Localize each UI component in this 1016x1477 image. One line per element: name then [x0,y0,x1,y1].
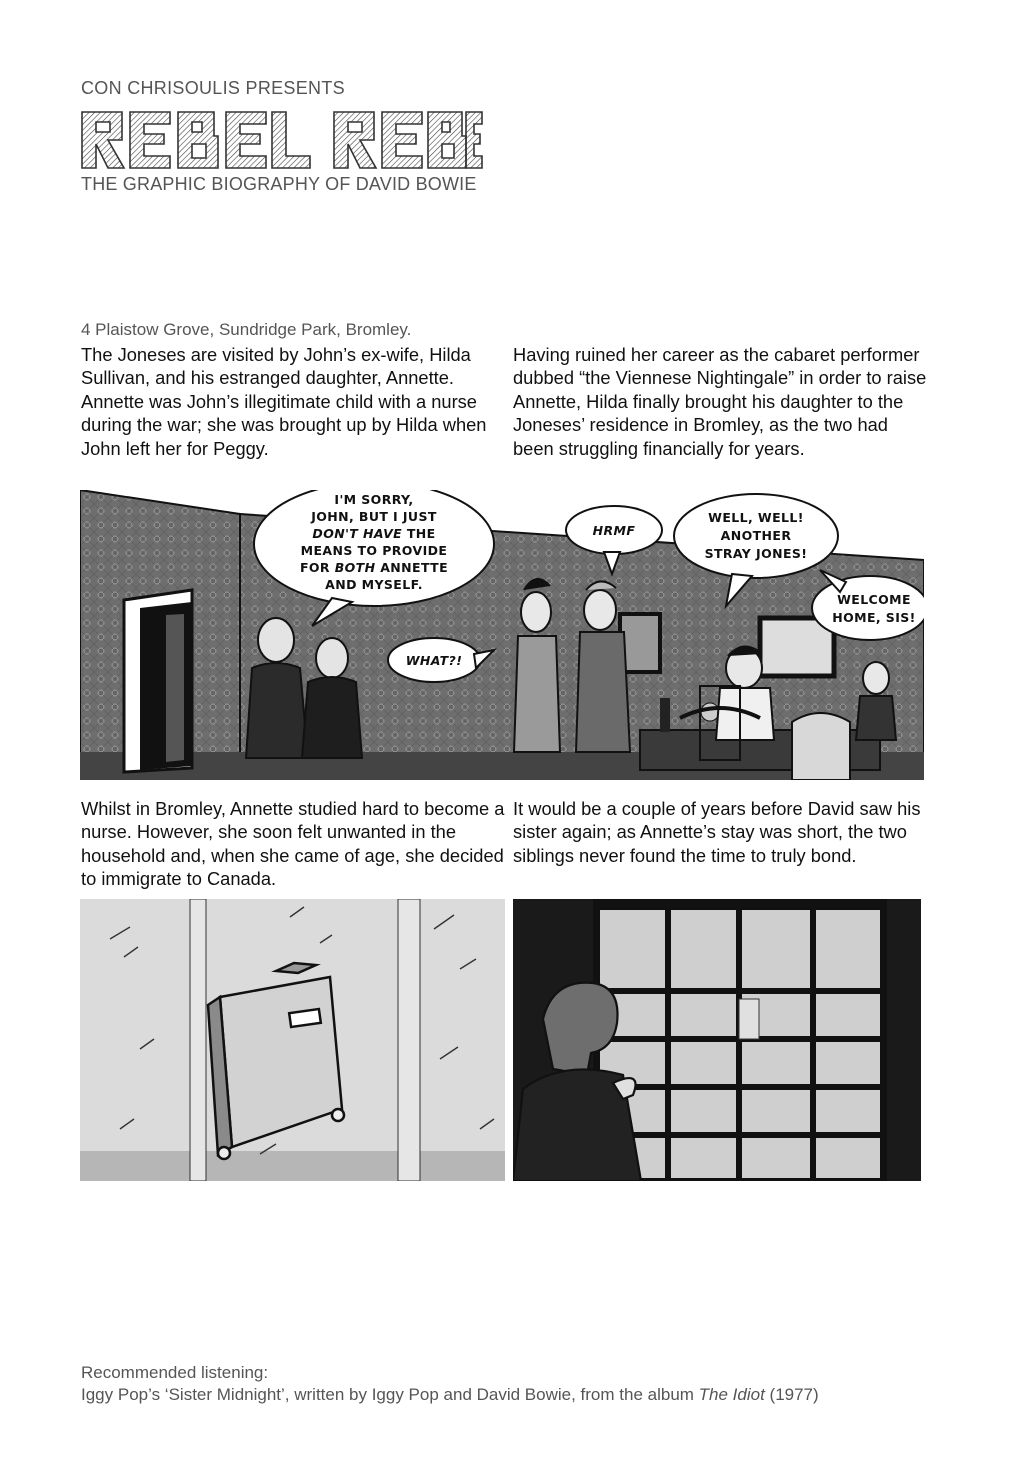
balloon-text: ANOTHER [720,528,792,543]
balloon-text: WHAT?! [405,653,463,668]
balloon-text: HRMF [592,523,636,538]
location-caption: 4 Plaistow Grove, Sundridge Park, Bromley. [81,320,412,339]
recommended-text: Iggy Pop’s ‘Sister Midnight’, written by Iggy Pop and David Bowie, from the album [81,1385,699,1404]
rebel-rebel-logo [78,106,490,174]
balloon-text: I'M SORRY, [334,492,414,507]
balloon-text: WELCOME [837,592,911,607]
balloon-text: ANNETTE [375,560,449,575]
balloon-text: AND MYSELF. [325,577,423,592]
balloon-text [300,560,448,575]
caption-paragraph: Whilst in Bromley, Annette studied hard to become a nurse. However, she soon felt unwanted in the household and, when she came of age, she decided to immigrate to Canada. [81,798,505,890]
recommended-year: (1977) [764,1385,819,1404]
comic-panel-window [513,899,921,1181]
presents-line: CON CHRISOULIS PRESENTS [81,78,345,98]
comic-panel-living-room [80,490,924,780]
balloon-text: MEANS TO PROVIDE [300,543,448,558]
balloon-text: STRAY JONES! [704,546,808,561]
comic-panel-suitcase [80,899,505,1181]
caption-paragraph: The Joneses are visited by John’s ex-wife, Hilda Sullivan, and his estranged daughter, Annette. Annette was John’s illegitimate child with a nurse during the war; she was brought up by Hilda when John left her for Peggy. [81,344,487,459]
album-title: The Idiot [698,1385,765,1404]
balloon-emphasis: BOTH [334,560,376,575]
subtitle: THE GRAPHIC BIOGRAPHY OF DAVID BOWIE [81,174,477,194]
balloon-text [312,526,435,541]
caption-paragraph: It would be a couple of years before David saw his sister again; as Annette’s stay was short, the two siblings never found the time to truly bond. [513,798,921,866]
balloon-text: WELL, WELL! [708,510,804,525]
balloon-emphasis: DON'T HAVE [312,526,403,541]
balloon-text: HOME, SIS! [832,610,916,625]
recommended-listening-label: Recommended listening: [81,1363,269,1382]
balloon-text: THE [402,526,436,541]
recommended-listening-text [81,1385,819,1405]
balloon-text: JOHN, BUT I JUST [311,509,437,524]
caption-paragraph: Having ruined her career as the cabaret performer dubbed “the Viennese Nightingale” in order to raise Annette, Hilda finally brought his daughter to the Joneses’ residence in Bromley, as the two had been struggling financially for years. [513,344,927,459]
balloon-text: FOR [299,560,335,575]
